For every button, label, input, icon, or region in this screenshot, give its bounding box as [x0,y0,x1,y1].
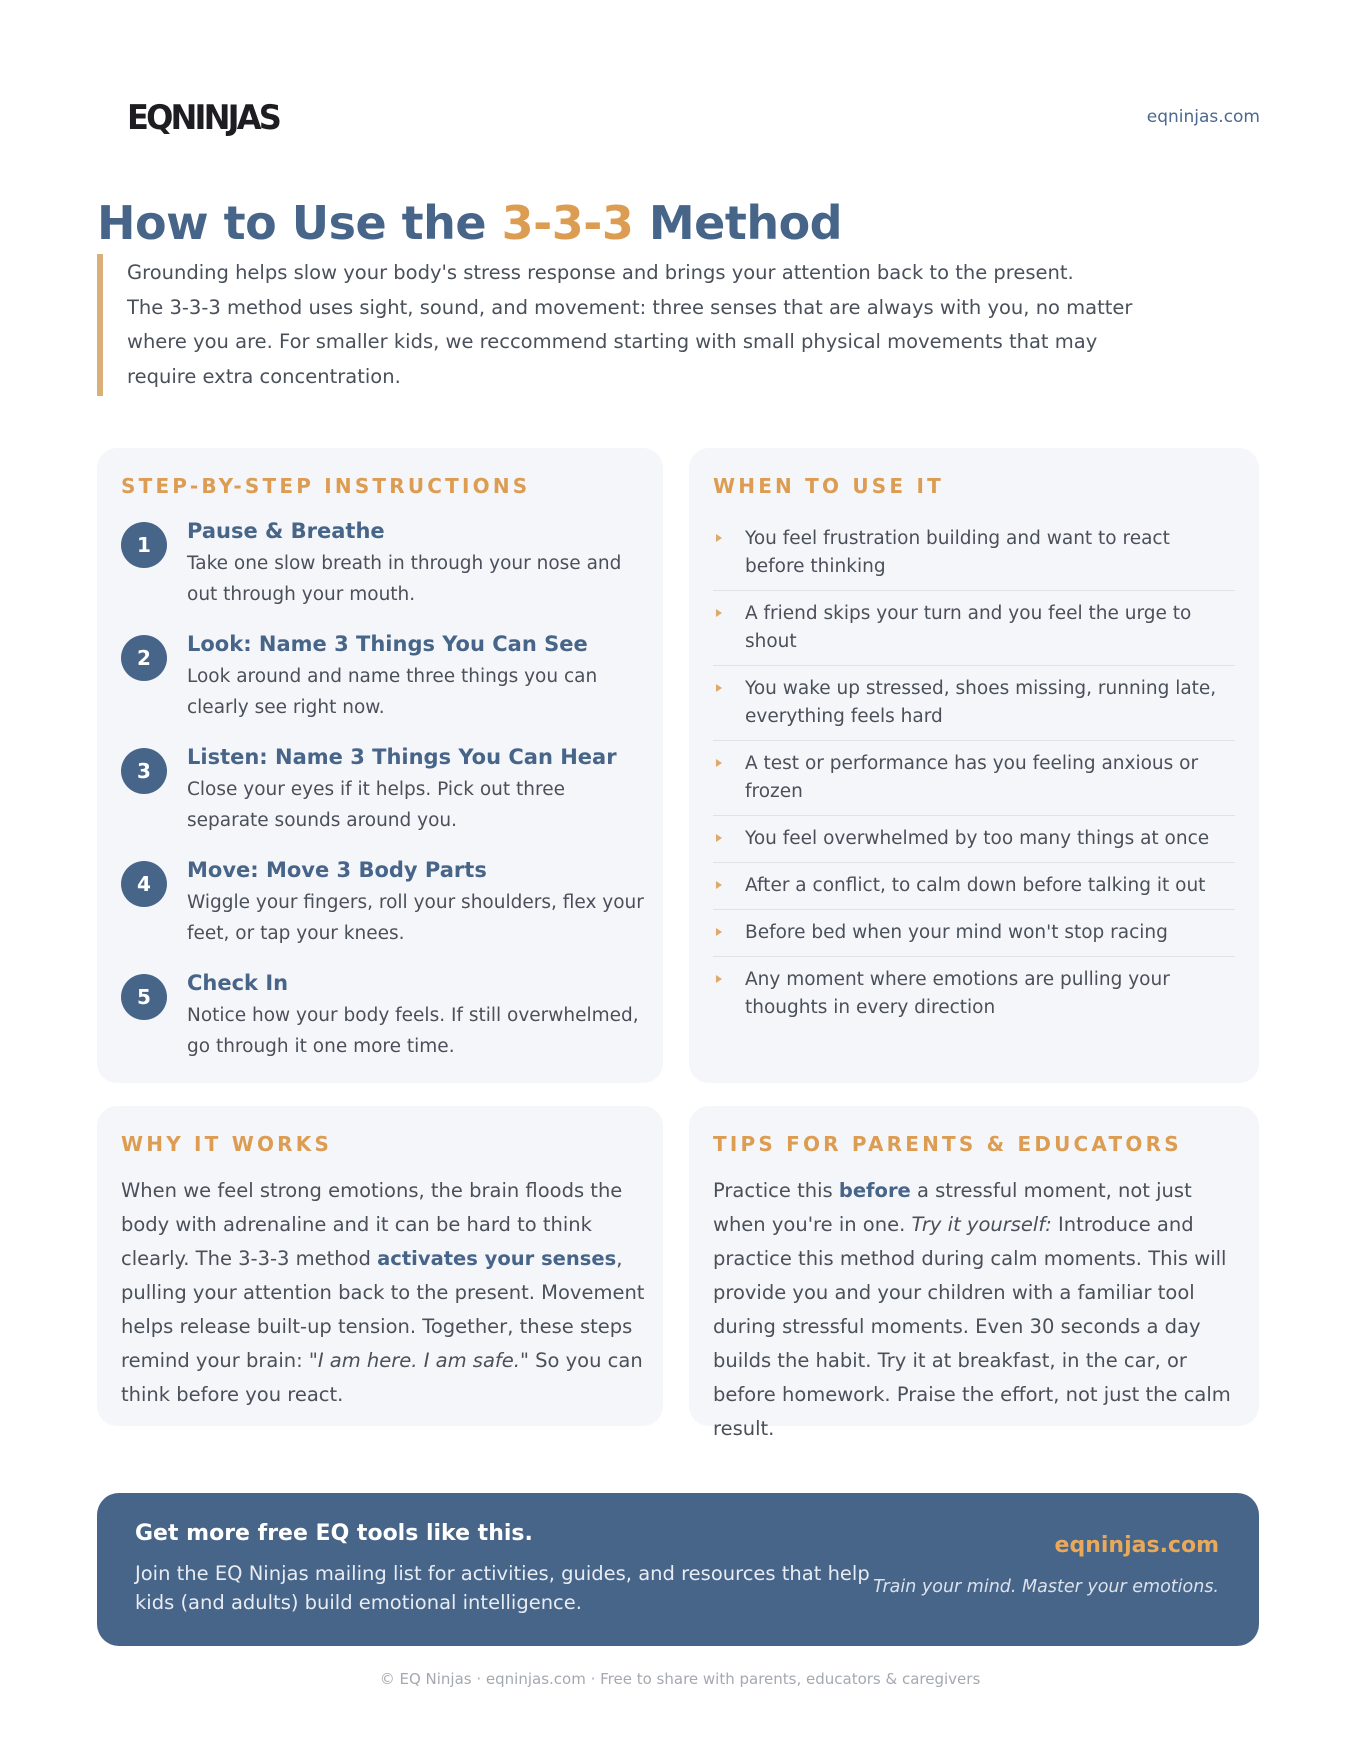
list-item [713,816,1235,863]
step-title: Check In [187,971,289,995]
triangle-bullet-icon [716,881,722,889]
list-item [713,741,1235,816]
page-title [97,196,842,250]
title-before: How to Use the [97,196,502,250]
title-after: Method [633,196,843,250]
banner-tagline: Train your mind. Master your emotions. [873,1577,1219,1597]
why-quote: I am here. I am safe. [317,1349,520,1372]
banner-url-link[interactable]: eqninjas.com [1054,1533,1219,1558]
tips-heading: TIPS FOR PARENTS & EDUCATORS [713,1132,1182,1156]
step-body: Wiggle your fingers, roll your shoulders, flex your feet, or tap your knees. [187,892,644,944]
when-list [713,516,1235,1031]
why-text-part: When we feel strong emotions, the brain floods the body with adrenaline and it can be hard to think clearly. The 3-3-3 method [121,1179,623,1270]
step-item [121,740,651,853]
step-number-badge: 3 [121,748,167,794]
tips-italic: Try it yourself: [911,1213,1052,1236]
cta-banner [97,1493,1259,1646]
list-item-text: After a conflict, to calm down before talking it out [745,875,1206,896]
tips-emphasis: before [838,1179,911,1202]
list-item [713,957,1235,1031]
step-number-badge: 5 [121,974,167,1020]
list-item [713,591,1235,666]
tips-card [689,1106,1259,1440]
step-number-badge: 2 [121,635,167,681]
step-item [121,514,651,627]
step-title: Listen: Name 3 Things You Can Hear [187,745,617,769]
list-item-text: A test or performance has you feeling anxious or frozen [745,753,1199,802]
step-body: Notice how your body feels. If still overwhelmed, go through it one more time. [187,1005,639,1057]
intro-block [97,254,1147,396]
tips-text-part: Practice this [713,1179,839,1202]
why-emphasis: activates your senses [377,1247,617,1270]
step-body: Close your eyes if it helps. Pick out three separate sounds around you. [187,779,565,831]
step-number-badge: 4 [121,861,167,907]
steps-heading: STEP-BY-STEP INSTRUCTIONS [121,474,531,498]
page-header [97,85,1260,145]
triangle-bullet-icon [716,534,722,542]
tips-text-part: a stressful moment, not just when you're in one. [713,1179,1192,1236]
tips-text [713,1174,1243,1446]
header-url-link[interactable]: eqninjas.com [1146,107,1260,127]
when-card [689,448,1259,1083]
page-footer: © EQ Ninjas · eqninjas.com · Free to share with parents, educators & caregivers [379,1670,981,1688]
list-item-text: You feel overwhelmed by too many things at once [745,828,1210,849]
triangle-bullet-icon [716,928,722,936]
step-title: Pause & Breathe [187,519,385,543]
list-item-text: You feel frustration building and want to react before thinking [745,528,1170,577]
steps-list [121,514,651,1079]
list-item-text: Before bed when your mind won't stop racing [745,922,1168,943]
intro-line-2: The 3-3-3 method uses sight, sound, and movement: three senses that are always with you, no matter where you are. For smaller kids, we reccommend starting with small physical movements that may require extra concentration. [127,295,1133,388]
list-item [713,666,1235,741]
tips-text-part: Introduce and practice this method during calm moments. This will provide you and your children with a familiar tool during stressful moments. Even 30 seconds a day builds the habit. Try it at breakfast, in the car, or before homework. Praise the effort, not just the calm result. [713,1213,1231,1440]
list-item [713,910,1235,957]
banner-title: Get more free EQ tools like this. [135,1521,533,1546]
step-item [121,966,651,1079]
step-body: Take one slow breath in through your nose and out through your mouth. [187,553,622,605]
list-item [713,863,1235,910]
step-item [121,627,651,740]
intro-line-1: Grounding helps slow your body's stress response and brings your attention back to the present. [127,261,1074,284]
list-item-text: Any moment where emotions are pulling your thoughts in every direction [745,969,1170,1018]
logo-wordmark: EQNINJAS [127,98,280,137]
list-item [713,516,1235,591]
why-text-part: , pulling your attention back to the present. Movement helps release built-up tension. Together, these steps remind your brain: " [121,1247,645,1372]
step-body: Look around and name three things you can clearly see right now. [187,666,598,718]
when-heading: WHEN TO USE IT [713,474,944,498]
list-item-text: A friend skips your turn and you feel the urge to shout [745,603,1192,652]
triangle-bullet-icon [716,975,722,983]
triangle-bullet-icon [716,834,722,842]
eq-ninjas-logo[interactable] [127,91,287,137]
list-item-text: You wake up stressed, shoes missing, running late, everything feels hard [745,678,1217,727]
title-accent: 3-3-3 [501,196,634,250]
step-title: Move: Move 3 Body Parts [187,858,487,882]
triangle-bullet-icon [716,609,722,617]
why-card [97,1106,663,1426]
triangle-bullet-icon [716,759,722,767]
step-number-badge: 1 [121,522,167,568]
step-title: Look: Name 3 Things You Can See [187,632,588,656]
why-text-part: " So you can think before you react. [121,1349,643,1406]
step-item [121,853,651,966]
why-heading: WHY IT WORKS [121,1132,333,1156]
why-text [121,1174,651,1412]
banner-text: Join the EQ Ninjas mailing list for activities, guides, and resources that help kids (and adults) build emotional intelligence. [135,1562,870,1614]
steps-card [97,448,663,1083]
triangle-bullet-icon [716,684,722,692]
